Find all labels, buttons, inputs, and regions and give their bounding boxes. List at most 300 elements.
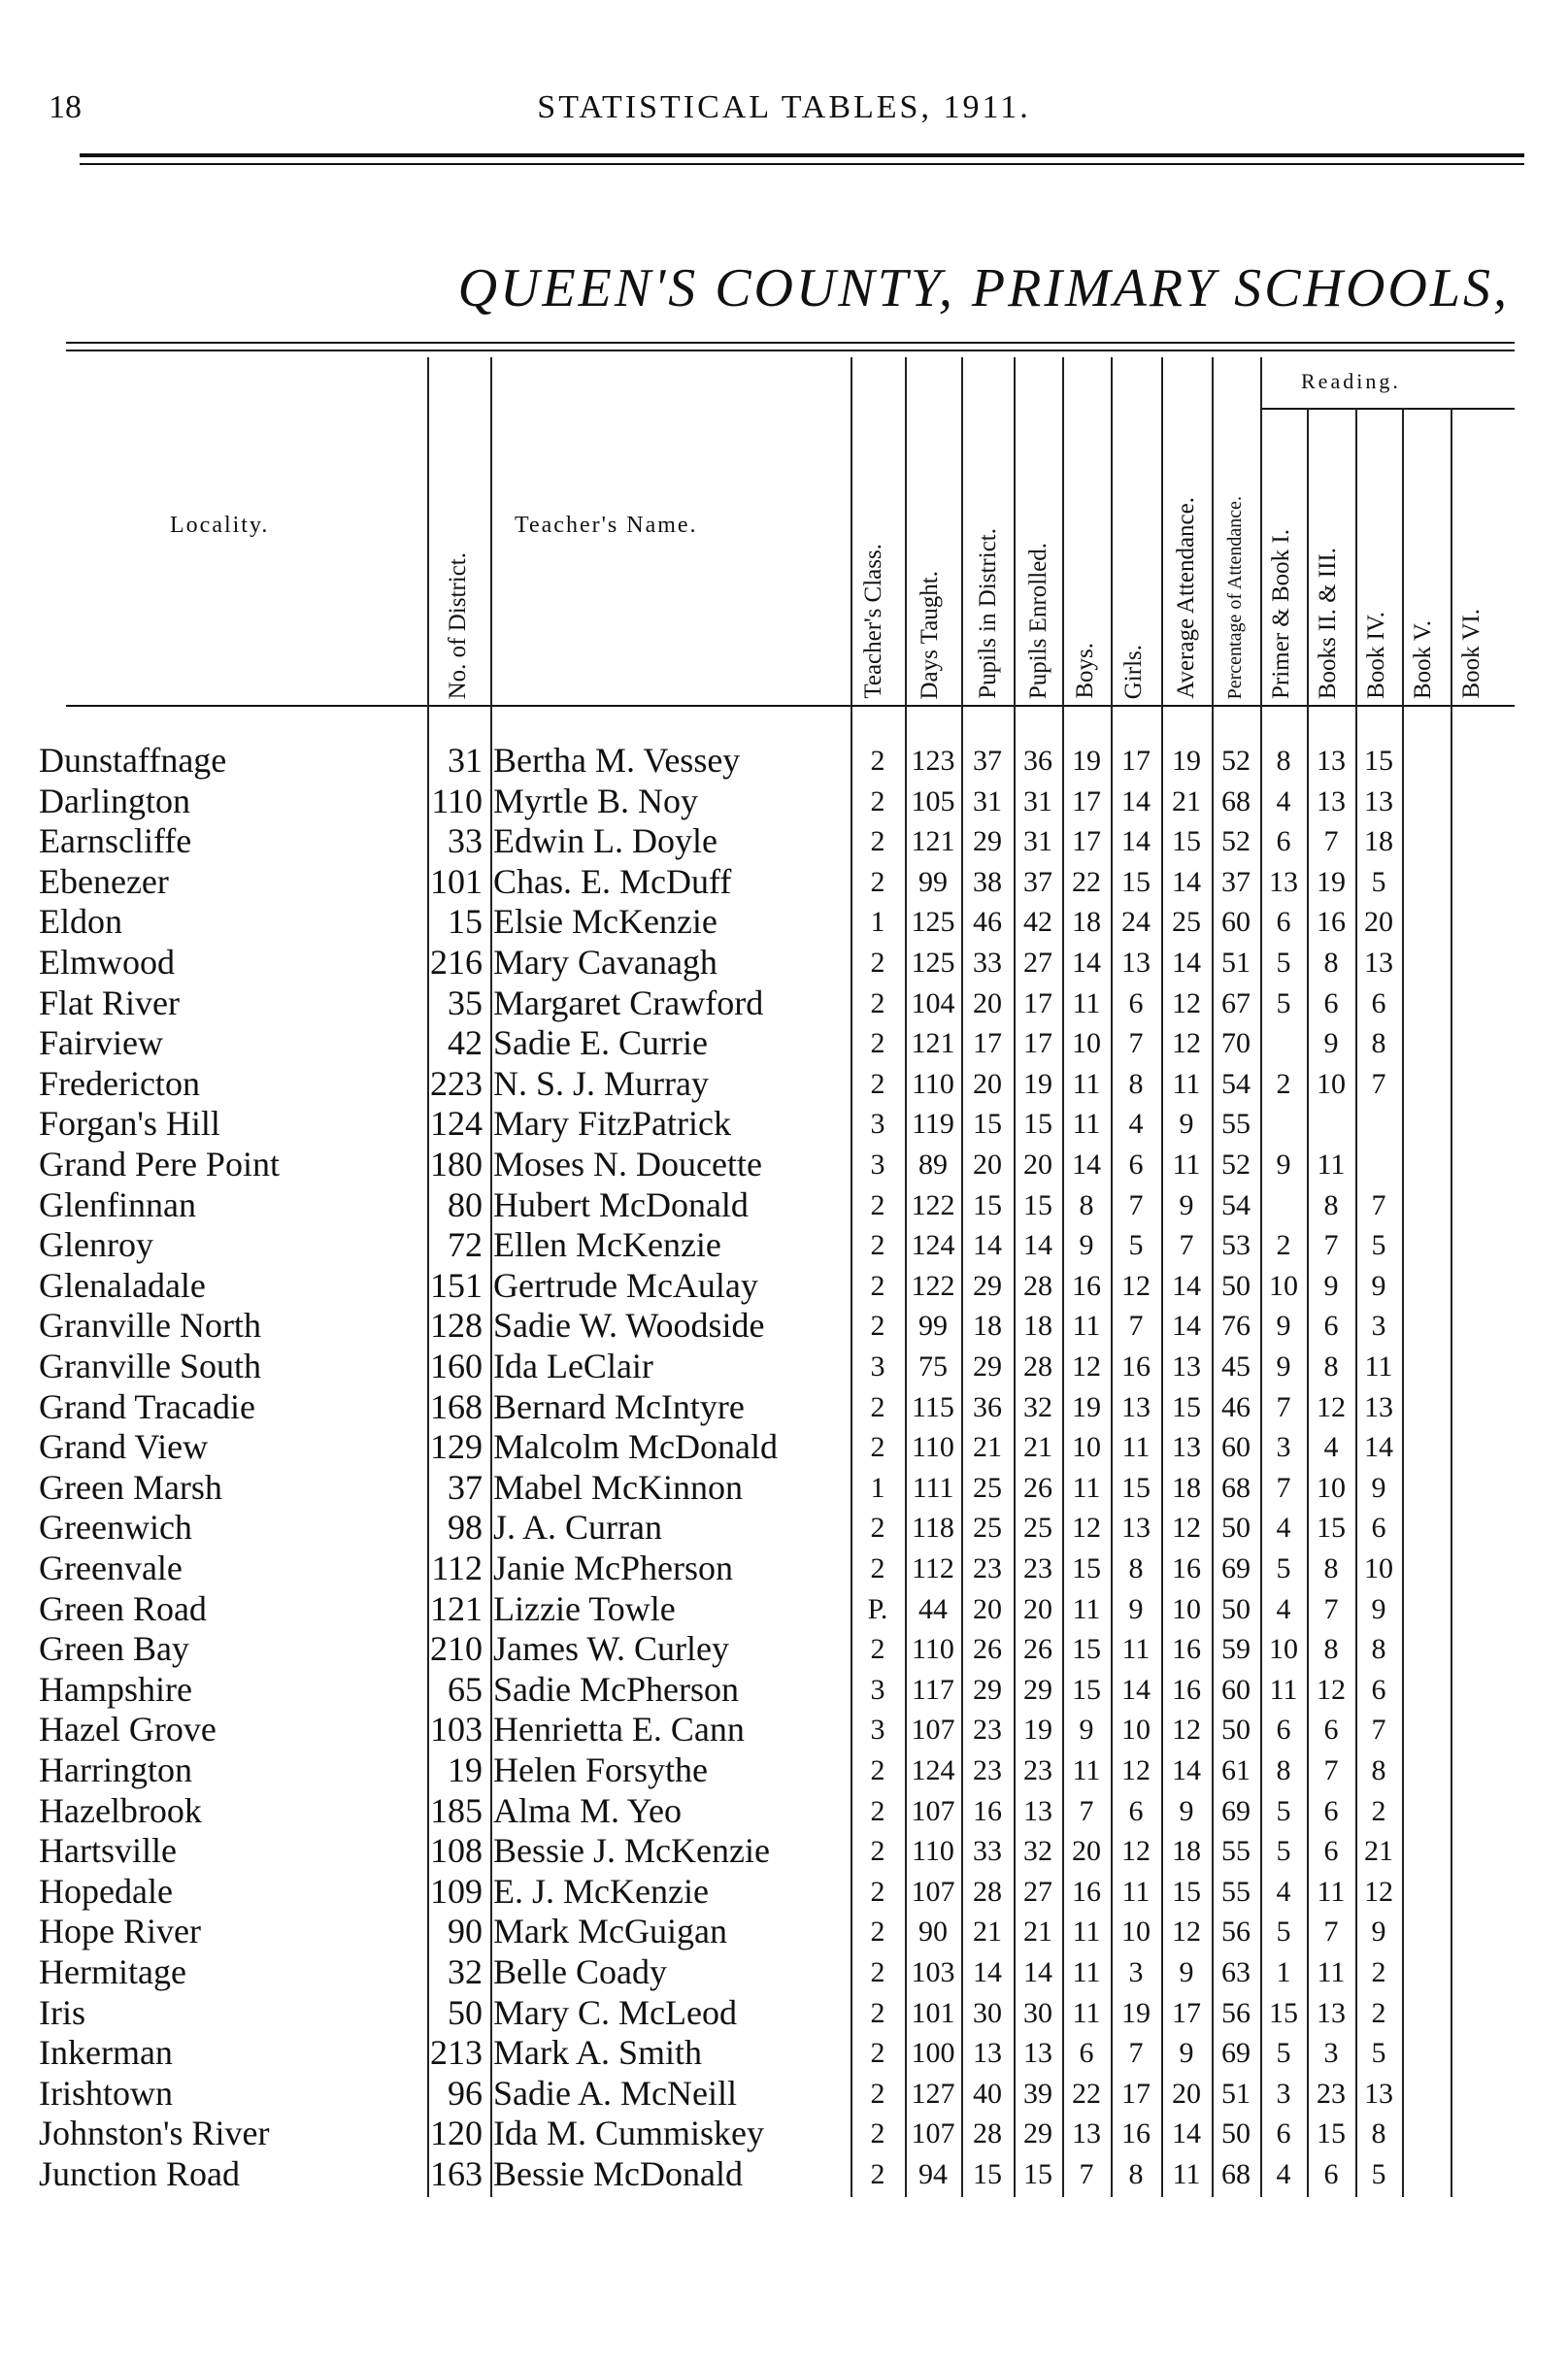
books-2-3-cell: 8 — [1323, 1188, 1339, 1221]
teacher-name-cell: Margaret Crawford — [493, 983, 764, 1022]
locality-cell: Harrington — [39, 1750, 192, 1789]
reading-header: Reading. — [1301, 369, 1401, 393]
days-taught-cell: 104 — [911, 986, 955, 1019]
locality-cell: Glenroy — [39, 1225, 153, 1265]
table-row — [0, 782, 1568, 821]
locality-cell: Grand Pere Point — [39, 1145, 280, 1183]
district-number-cell: 108 — [430, 1831, 483, 1871]
boys-cell: 22 — [1072, 2077, 1101, 2110]
teacher-name-cell: Mary FitzPatrick — [493, 1104, 731, 1144]
girls-cell: 9 — [1128, 1592, 1144, 1625]
book-4-cell: 2 — [1371, 1794, 1386, 1827]
pupils-enrolled-cell: 23 — [1023, 1754, 1052, 1786]
primer-book-1-cell: 9 — [1276, 1149, 1291, 1181]
percentage-attendance-cell: 50 — [1221, 1592, 1251, 1625]
average-attendance-cell: 21 — [1172, 784, 1201, 817]
primer-book-1-cell: 9 — [1276, 1350, 1291, 1383]
table-row — [0, 741, 1568, 781]
boys-cell: 15 — [1072, 1633, 1101, 1666]
days-taught-header: Days Taught. — [917, 570, 943, 699]
locality-cell: Eldon — [39, 902, 122, 942]
average-attendance-cell: 15 — [1172, 825, 1201, 858]
teacher-name-cell: Sadie A. McNeill — [493, 2073, 737, 2113]
district-number-cell: 96 — [448, 2073, 483, 2113]
primer-book-1-cell: 13 — [1269, 865, 1298, 898]
teacher-class-cell: 2 — [870, 1552, 885, 1584]
pupils-enrolled-cell: 32 — [1023, 1835, 1052, 1868]
average-attendance-cell: 12 — [1172, 1512, 1201, 1545]
primer-book-1-cell: 10 — [1269, 1633, 1298, 1666]
average-attendance-cell: 13 — [1172, 1350, 1201, 1383]
days-taught-cell: 110 — [912, 1835, 954, 1868]
book-4-cell: 13 — [1364, 1390, 1393, 1423]
days-taught-cell: 101 — [911, 1996, 955, 2029]
locality-cell: Green Road — [39, 1588, 207, 1628]
district-number-cell: 19 — [448, 1750, 483, 1789]
pupils-in-district-cell: 21 — [973, 1431, 1002, 1464]
teacher-class-cell: 2 — [870, 1188, 885, 1221]
books-2-3-cell: 12 — [1317, 1673, 1346, 1706]
pupils-in-district-cell: 23 — [973, 1714, 1002, 1747]
percentage-attendance-cell: 54 — [1221, 1188, 1251, 1221]
teacher-class-cell: 2 — [870, 1835, 885, 1868]
girls-header: Girls. — [1120, 644, 1147, 699]
books-2-3-cell: 6 — [1323, 1794, 1339, 1827]
locality-cell: Ebenezer — [39, 861, 169, 901]
boys-cell: 22 — [1072, 865, 1101, 898]
locality-cell: Hartsville — [39, 1831, 177, 1871]
average-attendance-cell: 14 — [1172, 865, 1201, 898]
days-taught-cell: 107 — [911, 2117, 955, 2150]
teacher-name-cell: Bessie McDonald — [493, 2154, 743, 2193]
locality-header: Locality. — [170, 513, 270, 538]
books-2-3-cell: 13 — [1317, 784, 1346, 817]
pupils-enrolled-cell: 26 — [1023, 1471, 1052, 1504]
days-taught-cell: 103 — [911, 1956, 955, 1988]
locality-cell: Hope River — [39, 1912, 201, 1951]
boys-cell: 7 — [1079, 2158, 1094, 2190]
days-taught-cell: 115 — [912, 1390, 954, 1423]
books-2-3-cell: 7 — [1323, 1916, 1339, 1949]
primer-book-1-cell: 5 — [1276, 1552, 1291, 1584]
books-2-3-cell: 7 — [1323, 1754, 1339, 1786]
book-4-cell: 8 — [1371, 1633, 1386, 1666]
locality-cell: Inkerman — [39, 2033, 173, 2073]
pupils-enrolled-cell: 14 — [1023, 1956, 1052, 1988]
table-row — [0, 1266, 1568, 1306]
district-number-cell: 121 — [430, 1588, 483, 1628]
pupils-in-district-cell: 40 — [973, 2077, 1002, 2110]
books-2-3-cell: 7 — [1323, 825, 1339, 858]
average-attendance-cell: 14 — [1172, 1310, 1201, 1343]
books-2-3-cell: 11 — [1317, 1875, 1346, 1908]
locality-cell: Hazel Grove — [39, 1710, 217, 1750]
teacher-header: Teacher's Name. — [515, 513, 698, 538]
girls-cell: 19 — [1121, 1996, 1151, 2029]
district-number-cell: 180 — [430, 1145, 483, 1183]
locality-cell: Hermitage — [39, 1952, 186, 1991]
book-4-cell: 5 — [1371, 2158, 1386, 2190]
days-taught-cell: 121 — [911, 825, 955, 858]
teacher-class-cell: 2 — [870, 1794, 885, 1827]
pupils-in-district-cell: 28 — [973, 2117, 1002, 2150]
days-taught-cell: 94 — [918, 2158, 948, 2190]
girls-cell: 6 — [1128, 1794, 1144, 1827]
teacher-class-cell: 2 — [870, 986, 885, 1019]
district-number-cell: 163 — [430, 2154, 483, 2193]
girls-cell: 12 — [1121, 1835, 1151, 1868]
table-row — [0, 1589, 1568, 1629]
locality-cell: Irishtown — [39, 2073, 173, 2113]
boys-cell: 11 — [1072, 1592, 1101, 1625]
pupils-enrolled-cell: 13 — [1023, 2037, 1052, 2070]
pupils-in-district-cell: 30 — [973, 1996, 1002, 2029]
average-attendance-cell: 12 — [1172, 1916, 1201, 1949]
reading-group-rule — [1262, 408, 1515, 410]
pupils-in-district-cell: 13 — [973, 2037, 1002, 2070]
locality-cell: Greenvale — [39, 1549, 183, 1587]
percentage-attendance-cell: 70 — [1221, 1027, 1251, 1060]
days-taught-cell: 110 — [912, 1067, 954, 1100]
table-row — [0, 1670, 1568, 1710]
girls-cell: 16 — [1121, 1350, 1151, 1383]
book-4-cell: 7 — [1371, 1714, 1386, 1747]
teacher-class-cell: 2 — [870, 1633, 885, 1666]
page-number: 18 — [49, 89, 82, 125]
percentage-attendance-cell: 69 — [1221, 1794, 1251, 1827]
teacher-name-cell: Edwin L. Doyle — [493, 821, 717, 861]
pupils-in-district-cell: 15 — [973, 2158, 1002, 2190]
pupils-enrolled-cell: 27 — [1023, 1875, 1052, 1908]
percentage-attendance-header: Percentage of Attendance. — [1223, 495, 1246, 699]
average-attendance-cell: 12 — [1172, 986, 1201, 1019]
pupils-in-district-cell: 18 — [973, 1310, 1002, 1343]
pupils-enrolled-cell: 19 — [1023, 1714, 1052, 1747]
books-2-3-cell: 6 — [1323, 1310, 1339, 1343]
pupils-in-district-cell: 20 — [973, 1067, 1002, 1100]
pupils-enrolled-cell: 28 — [1023, 1350, 1052, 1383]
boys-cell: 15 — [1072, 1673, 1101, 1706]
teacher-class-cell: P. — [867, 1592, 888, 1625]
table-row — [0, 1104, 1568, 1144]
average-attendance-header: Average Attendance. — [1173, 497, 1199, 699]
pupils-in-district-cell: 23 — [973, 1754, 1002, 1786]
days-taught-cell: 44 — [918, 1592, 948, 1625]
days-taught-cell: 122 — [911, 1188, 955, 1221]
primer-book-1-cell: 1 — [1276, 1956, 1291, 1988]
book-4-cell: 3 — [1371, 1310, 1386, 1343]
percentage-attendance-cell: 50 — [1221, 2117, 1251, 2150]
boys-cell: 17 — [1072, 784, 1101, 817]
boys-cell: 8 — [1079, 1188, 1094, 1221]
girls-cell: 3 — [1128, 1956, 1144, 1988]
primer-book-1-cell: 5 — [1276, 1835, 1291, 1868]
locality-cell: Grand Tracadie — [39, 1386, 255, 1426]
boys-cell: 20 — [1072, 1835, 1101, 1868]
pupils-in-district-cell: 25 — [973, 1512, 1002, 1545]
average-attendance-cell: 14 — [1172, 947, 1201, 979]
teacher-class-cell: 2 — [870, 784, 885, 817]
pupils-in-district-cell: 37 — [973, 745, 1002, 777]
teacher-name-cell: Sadie W. Woodside — [493, 1306, 765, 1346]
average-attendance-cell: 12 — [1172, 1027, 1201, 1060]
locality-cell: Green Bay — [39, 1629, 189, 1669]
table-row — [0, 1468, 1568, 1508]
teacher-class-cell: 2 — [870, 745, 885, 777]
teacher-class-cell: 1 — [870, 1471, 885, 1504]
average-attendance-cell: 14 — [1172, 1754, 1201, 1786]
teacher-class-cell: 2 — [870, 1390, 885, 1423]
pupils-enrolled-cell: 19 — [1023, 1067, 1052, 1100]
primer-book-1-cell: 4 — [1276, 784, 1291, 817]
table-row — [0, 1750, 1568, 1790]
book-4-cell: 13 — [1364, 784, 1393, 817]
locality-cell: Flat River — [39, 983, 180, 1022]
primer-book-1-cell: 5 — [1276, 1916, 1291, 1949]
teacher-class-cell: 2 — [870, 1916, 885, 1949]
percentage-attendance-cell: 69 — [1221, 1552, 1251, 1584]
table-row — [0, 1872, 1568, 1912]
girls-cell: 10 — [1121, 1714, 1151, 1747]
average-attendance-cell: 9 — [1179, 1108, 1194, 1141]
table-row — [0, 1225, 1568, 1265]
boys-cell: 12 — [1072, 1512, 1101, 1545]
teacher-name-cell: E. J. McKenzie — [493, 1871, 709, 1911]
books-2-3-cell: 23 — [1317, 2077, 1346, 2110]
primer-header: Primer & Book I. — [1268, 529, 1294, 699]
primer-book-1-cell: 4 — [1276, 1875, 1291, 1908]
book-4-cell: 6 — [1371, 986, 1386, 1019]
girls-cell: 12 — [1121, 1269, 1151, 1302]
boys-cell: 10 — [1072, 1431, 1101, 1464]
teacher-class-cell: 2 — [870, 2077, 885, 2110]
boys-cell: 11 — [1072, 986, 1101, 1019]
pupils-in-district-cell: 20 — [973, 986, 1002, 1019]
percentage-attendance-cell: 53 — [1221, 1229, 1251, 1262]
district-number-cell: 65 — [448, 1669, 483, 1709]
table-row — [0, 1508, 1568, 1548]
average-attendance-cell: 13 — [1172, 1431, 1201, 1464]
primer-book-1-cell: 3 — [1276, 1431, 1291, 1464]
teacher-name-cell: Mabel McKinnon — [493, 1467, 743, 1507]
average-attendance-cell: 18 — [1172, 1835, 1201, 1868]
teacher-name-cell: James W. Curley — [493, 1629, 729, 1669]
boys-cell: 17 — [1072, 825, 1101, 858]
pupils-enrolled-cell: 25 — [1023, 1512, 1052, 1545]
books-2-3-cell: 4 — [1323, 1431, 1339, 1464]
pupils-enrolled-cell: 31 — [1023, 825, 1052, 858]
boys-cell: 11 — [1072, 1067, 1101, 1100]
pupils-enrolled-cell: 31 — [1023, 784, 1052, 817]
pupils-in-district-cell: 46 — [973, 906, 1002, 939]
days-taught-cell: 89 — [918, 1149, 948, 1181]
girls-cell: 12 — [1121, 1754, 1151, 1786]
pupils-in-district-cell: 29 — [973, 1673, 1002, 1706]
teacher-class-cell: 2 — [870, 1875, 885, 1908]
days-taught-cell: 118 — [912, 1512, 954, 1545]
locality-cell: Hampshire — [39, 1669, 192, 1709]
girls-cell: 15 — [1121, 865, 1151, 898]
average-attendance-cell: 16 — [1172, 1673, 1201, 1706]
pupils-in-district-cell: 15 — [973, 1108, 1002, 1141]
pupils-enrolled-cell: 27 — [1023, 947, 1052, 979]
locality-cell: Dunstaffnage — [39, 741, 227, 780]
teacher-class-cell: 2 — [870, 865, 885, 898]
books-2-3-cell: 9 — [1323, 1027, 1339, 1060]
pupils-in-district-cell: 36 — [973, 1390, 1002, 1423]
pupils-in-district-cell: 20 — [973, 1149, 1002, 1181]
pupils-enrolled-cell: 15 — [1023, 1108, 1052, 1141]
pupils-in-district-cell: 33 — [973, 1835, 1002, 1868]
pupils-in-district-cell: 20 — [973, 1592, 1002, 1625]
table-row — [0, 1427, 1568, 1467]
book-4-cell: 6 — [1371, 1512, 1386, 1545]
teacher-class-cell: 3 — [870, 1714, 885, 1747]
primer-book-1-cell: 2 — [1276, 1067, 1291, 1100]
books-2-3-cell: 9 — [1323, 1269, 1339, 1302]
table-row — [0, 1629, 1568, 1669]
book-4-cell: 11 — [1364, 1350, 1393, 1383]
teacher-class-cell: 2 — [870, 2117, 885, 2150]
locality-cell: Hazelbrook — [39, 1790, 202, 1830]
table-row — [0, 1549, 1568, 1588]
girls-cell: 17 — [1121, 745, 1151, 777]
books-2-3-cell: 15 — [1317, 1512, 1346, 1545]
average-attendance-cell: 9 — [1179, 1188, 1194, 1221]
percentage-attendance-cell: 69 — [1221, 2037, 1251, 2070]
boys-cell: 13 — [1072, 2117, 1101, 2150]
primer-book-1-cell: 4 — [1276, 2158, 1291, 2190]
books-2-3-cell: 8 — [1323, 1552, 1339, 1584]
table-row — [0, 1791, 1568, 1831]
teacher-name-cell: Ellen McKenzie — [493, 1225, 721, 1265]
district-number-cell: 72 — [448, 1225, 483, 1265]
pupils-enrolled-cell: 36 — [1023, 745, 1052, 777]
pupils-enrolled-cell: 42 — [1023, 906, 1052, 939]
average-attendance-cell: 9 — [1179, 2037, 1194, 2070]
teacher-class-cell: 3 — [870, 1673, 885, 1706]
pupils-in-district-cell: 14 — [973, 1956, 1002, 1988]
teacher-class-cell: 2 — [870, 1996, 885, 2029]
percentage-attendance-cell: 68 — [1221, 2158, 1251, 2190]
days-taught-cell: 99 — [918, 865, 948, 898]
pupils-in-district-cell: 14 — [973, 1229, 1002, 1262]
pupils-in-district-cell: 31 — [973, 784, 1002, 817]
primer-book-1-cell: 5 — [1276, 1794, 1291, 1827]
average-attendance-cell: 12 — [1172, 1714, 1201, 1747]
primer-book-1-cell: 6 — [1276, 906, 1291, 939]
days-taught-cell: 99 — [918, 1310, 948, 1343]
teacher-name-cell: Sadie E. Currie — [493, 1023, 708, 1063]
average-attendance-cell: 9 — [1179, 1794, 1194, 1827]
table-row — [0, 1952, 1568, 1992]
average-attendance-cell: 11 — [1172, 1067, 1201, 1100]
teacher-name-cell: Bernard McIntyre — [493, 1386, 745, 1426]
district-number-cell: 213 — [430, 2033, 483, 2073]
table-row — [0, 1145, 1568, 1184]
percentage-attendance-cell: 56 — [1221, 1916, 1251, 1949]
book-4-cell: 5 — [1371, 865, 1386, 898]
book-4-cell: 7 — [1371, 1188, 1386, 1221]
book-4-cell: 5 — [1371, 2037, 1386, 2070]
books-2-3-cell: 19 — [1317, 865, 1346, 898]
teacher-name-cell: Alma M. Yeo — [493, 1790, 683, 1830]
teacher-name-cell: Helen Forsythe — [493, 1750, 708, 1789]
pupils-enrolled-cell: 14 — [1023, 1229, 1052, 1262]
teacher-name-cell: Moses N. Doucette — [493, 1145, 762, 1183]
books-2-3-cell: 6 — [1323, 986, 1339, 1019]
teacher-name-cell: Mark A. Smith — [493, 2033, 703, 2073]
table-row — [0, 862, 1568, 902]
percentage-attendance-cell: 55 — [1221, 1108, 1251, 1141]
percentage-attendance-cell: 59 — [1221, 1633, 1251, 1666]
teacher-name-cell: Mary C. McLeod — [493, 1992, 737, 2032]
pupils-enrolled-cell: 17 — [1023, 986, 1052, 1019]
locality-cell: Grand View — [39, 1427, 209, 1467]
percentage-attendance-cell: 51 — [1221, 947, 1251, 979]
girls-cell: 8 — [1128, 2158, 1144, 2190]
running-head: STATISTICAL TABLES, 1911. — [537, 89, 1031, 125]
locality-cell: Iris — [39, 1992, 85, 2032]
district-number-cell: 129 — [430, 1427, 483, 1467]
boys-cell: 14 — [1072, 1149, 1101, 1181]
pupils-enrolled-cell: 13 — [1023, 1794, 1052, 1827]
teacher-name-cell: Hubert McDonald — [493, 1184, 749, 1224]
book-4-cell: 8 — [1371, 2117, 1386, 2150]
pupils-enrolled-cell: 28 — [1023, 1269, 1052, 1302]
teacher-name-cell: Lizzie Towle — [493, 1588, 676, 1628]
district-number-cell: 210 — [430, 1629, 483, 1669]
primer-book-1-cell: 8 — [1276, 1754, 1291, 1786]
girls-cell: 11 — [1121, 1431, 1151, 1464]
boys-cell: 11 — [1072, 1956, 1101, 1988]
district-number-cell: 35 — [448, 983, 483, 1022]
girls-cell: 14 — [1121, 1673, 1151, 1706]
primer-book-1-cell: 7 — [1276, 1390, 1291, 1423]
section-title: QUEEN'S COUNTY, PRIMARY SCHOOLS, — [457, 258, 1510, 318]
percentage-attendance-cell: 50 — [1221, 1512, 1251, 1545]
book-4-header: Book IV. — [1363, 612, 1389, 699]
girls-cell: 16 — [1121, 2117, 1151, 2150]
book-5-header: Book V. — [1410, 619, 1436, 699]
boys-cell: 11 — [1072, 1471, 1101, 1504]
days-taught-cell: 119 — [912, 1108, 954, 1141]
girls-cell: 6 — [1128, 986, 1144, 1019]
percentage-attendance-cell: 60 — [1221, 1673, 1251, 1706]
boys-cell: 11 — [1072, 1310, 1101, 1343]
table-header-bottom-rule — [66, 705, 1515, 707]
days-taught-cell: 121 — [911, 1027, 955, 1060]
district-number-cell: 37 — [448, 1467, 483, 1507]
table-row — [0, 1993, 1568, 2033]
teacher-name-cell: Belle Coady — [493, 1952, 667, 1991]
boys-cell: 18 — [1072, 906, 1101, 939]
teacher-class-cell: 2 — [870, 1027, 885, 1060]
pupils-district-header: Pupils in District. — [975, 528, 1001, 699]
average-attendance-cell: 17 — [1172, 1996, 1201, 2029]
primer-book-1-cell: 4 — [1276, 1592, 1291, 1625]
percentage-attendance-cell: 67 — [1221, 986, 1251, 1019]
percentage-attendance-cell: 50 — [1221, 1269, 1251, 1302]
book-4-cell: 13 — [1364, 947, 1393, 979]
books-2-3-cell: 15 — [1317, 2117, 1346, 2150]
average-attendance-cell: 16 — [1172, 1552, 1201, 1584]
boys-cell: 11 — [1072, 1916, 1101, 1949]
district-number-cell: 128 — [430, 1306, 483, 1346]
locality-cell: Forgan's Hill — [39, 1104, 220, 1144]
district-number-cell: 168 — [430, 1386, 483, 1426]
days-taught-cell: 124 — [911, 1754, 955, 1786]
